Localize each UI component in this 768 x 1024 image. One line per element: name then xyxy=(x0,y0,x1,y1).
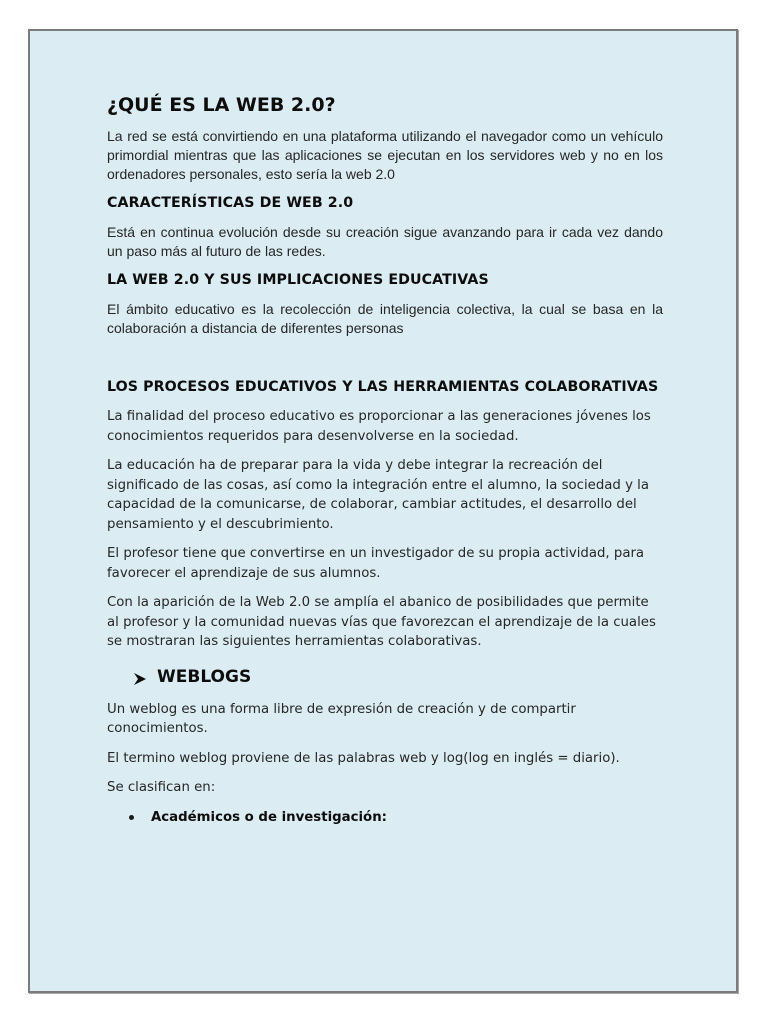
procesos-paragraph: La educación ha de preparar para la vida y debe integrar la recreación del significado de las cosas, así como la integración entre el alumno, la sociedad y la capacidad de la comunicarse, de colaborar, cambiar actitudes, el desarrollo del pensamiento y el descubrimiento. xyxy=(107,458,650,532)
section-heading-procesos: LOS PROCESOS EDUCATIVOS Y LAS HERRAMIENTAS COLABORATIVAS xyxy=(107,379,659,395)
list-item xyxy=(129,808,663,827)
intro-paragraph: La red se está convirtiendo en una plataforma utilizando el navegador como un vehículo primordial mientras que las aplicaciones se ejecutan en los servidores web y no en los ordenadores personales, esto sería la web 2.0 xyxy=(107,128,663,182)
section-heading-implicaciones: LA WEB 2.0 Y SUS IMPLICACIONES EDUCATIVAS xyxy=(107,272,489,288)
procesos-paragraph: Con la aparición de la Web 2.0 se amplía el abanico de posibilidades que permite al profesor y la comunidad nuevas vías que favorezcan el aprendizaje de la cuales se mostraran las siguientes herramientas colaborativas. xyxy=(107,595,656,649)
list-item-label: Académicos o de investigación: xyxy=(151,809,387,825)
procesos-paragraph: El profesor tiene que convertirse en un investigador de su propia actividad, para favorecer el aprendizaje de sus alumnos. xyxy=(107,546,645,581)
section-heading-caracteristicas: CARACTERÍSTICAS DE WEB 2.0 xyxy=(107,195,354,211)
section-text-caracteristicas: Está en continua evolución desde su creación sigue avanzando para ir cada vez dando un paso más al futuro de las redes. xyxy=(107,224,663,259)
weblogs-paragraph: Un weblog es una forma libre de expresión de creación y de compartir conocimientos. xyxy=(107,701,576,736)
weblogs-paragraph: Se clasifican en: xyxy=(107,780,216,795)
procesos-paragraph: La finalidad del proceso educativo es proporcionar a las generaciones jóvenes los conocimientos requeridos para desenvolverse en la sociedad. xyxy=(107,409,651,444)
arrowhead-bullet-icon xyxy=(133,670,147,684)
bullet-dot-icon xyxy=(129,815,134,820)
document-page xyxy=(28,29,738,993)
document-title: ¿QUÉ ES LA WEB 2.0? xyxy=(107,94,336,116)
weblogs-paragraph: El termino weblog proviene de las palabras web y log(log en inglés = diario). xyxy=(107,750,620,766)
weblogs-heading xyxy=(133,666,663,688)
section-text-implicaciones: El ámbito educativo es la recolección de inteligencia colectiva, la cual se basa en la colaboración a distancia de diferentes personas xyxy=(107,301,663,336)
document-content xyxy=(107,93,663,827)
weblogs-heading-label: WEBLOGS xyxy=(157,666,252,687)
